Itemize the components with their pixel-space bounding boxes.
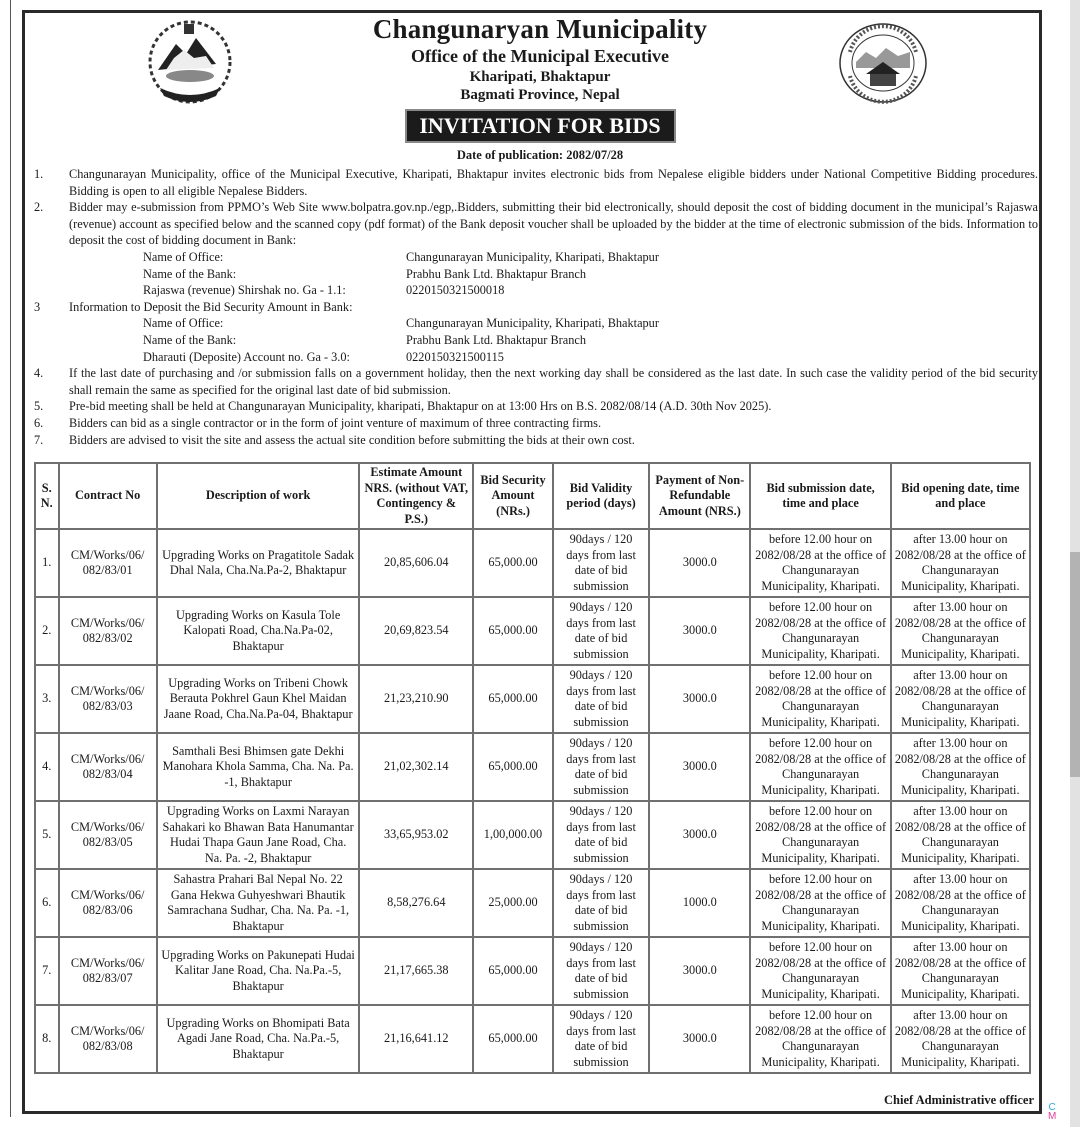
clause-number: 7. (34, 432, 44, 447)
submission-cell: before 12.00 hour on 2082/08/28 at the office of Changunarayan Municipality, Kharipati. (750, 801, 890, 869)
description-cell: Upgrading Works on Kasula Tole Kalopati Road, Cha.Na.Pa-02, Bhaktapur (157, 597, 360, 665)
clause-text: Changunarayan Municipality, office of the Municipal Executive, Kharipati, Bhaktapur invites electronic bids from Nepalese eligible bidders under National Competitive Bidding procedures. Bidding is open to all eligible Nepalese Bidders. (69, 167, 1038, 198)
estimate-amount-cell: 20,85,606.04 (359, 529, 473, 597)
info-value: 0220150321500115 (406, 349, 504, 364)
opening-cell: after 13.00 hour on 2082/08/28 at the office of Changunarayan Municipality, Kharipati. (891, 869, 1030, 937)
column-header: Bid Validity period (days) (553, 463, 649, 529)
info-label: Name of the Bank: (143, 332, 237, 347)
column-header: Description of work (157, 463, 360, 529)
table-row (35, 597, 1030, 665)
serial-number-cell: 8. (35, 1005, 59, 1073)
table-row (35, 1005, 1030, 1073)
bid-security-cell: 1,00,000.00 (473, 801, 553, 869)
serial-number-cell: 5. (35, 801, 59, 869)
table-row (35, 869, 1030, 937)
opening-cell: after 13.00 hour on 2082/08/28 at the office of Changunarayan Municipality, Kharipati. (891, 665, 1030, 733)
submission-cell: before 12.00 hour on 2082/08/28 at the office of Changunarayan Municipality, Kharipati. (750, 1005, 890, 1073)
bank-security-row (34, 332, 1038, 349)
contract-number-cell: CM/Works/06/ 082/83/08 (59, 1005, 157, 1073)
submission-cell: before 12.00 hour on 2082/08/28 at the office of Changunarayan Municipality, Kharipati. (750, 937, 890, 1005)
contract-number-cell: CM/Works/06/ 082/83/06 (59, 869, 157, 937)
bids-table (34, 462, 1031, 1074)
bank-cost-row (34, 282, 1038, 299)
contract-number-cell: CM/Works/06/ 082/83/07 (59, 937, 157, 1005)
column-header: S. N. (35, 463, 59, 529)
opening-cell: after 13.00 hour on 2082/08/28 at the office of Changunarayan Municipality, Kharipati. (891, 1005, 1030, 1073)
payment-cell: 3000.0 (649, 665, 750, 733)
serial-number-cell: 4. (35, 733, 59, 801)
column-header: Estimate Amount NRS. (without VAT, Contingency & P.S.) (359, 463, 473, 529)
validity-period-cell: 90days / 120 days from last date of bid submission (553, 801, 649, 869)
clause-7 (34, 432, 1038, 449)
clause-number: 2. (34, 200, 44, 215)
payment-cell: 3000.0 (649, 529, 750, 597)
bid-security-cell: 65,000.00 (473, 665, 553, 733)
bid-security-cell: 65,000.00 (473, 1005, 553, 1073)
payment-cell: 3000.0 (649, 801, 750, 869)
scrollbar-thumb[interactable] (1070, 552, 1080, 777)
contract-number-cell: CM/Works/06/ 082/83/01 (59, 529, 157, 597)
clause-number: 1. (34, 167, 44, 181)
estimate-amount-cell: 21,16,641.12 (359, 1005, 473, 1073)
publication-date: Date of publication: 2082/07/28 (456, 148, 624, 162)
info-label: Name of Office: (143, 316, 224, 331)
clause-text: Information to Deposit the Bid Security Amount in Bank: (69, 299, 353, 314)
validity-period-cell: 90days / 120 days from last date of bid submission (553, 597, 649, 665)
table-row (35, 665, 1030, 733)
column-header: Bid submission date, time and place (750, 463, 890, 529)
submission-cell: before 12.00 hour on 2082/08/28 at the office of Changunarayan Municipality, Kharipati. (750, 869, 890, 937)
page-edge-rule (10, 0, 11, 1117)
estimate-amount-cell: 8,58,276.64 (359, 869, 473, 937)
table-row (35, 529, 1030, 597)
print-registration-mark (1048, 1103, 1056, 1121)
serial-number-cell: 3. (35, 665, 59, 733)
clause-number: 6. (34, 415, 44, 430)
description-cell: Sahastra Prahari Bal Nepal No. 22 Gana Hekwa Guhyeshwari Bhautik Samrachana Sudhar, Cha. Na. Pa. -1, Bhaktapur (157, 869, 360, 937)
description-cell: Samthali Besi Bhimsen gate Dekhi Manohara Khola Samma, Cha. Na. Pa. -1, Bhaktapur (157, 733, 360, 801)
clause-5 (34, 398, 1038, 415)
clause-4 (34, 365, 1038, 398)
clause-3 (34, 299, 1038, 316)
clause-text: Bidder may e-submission from PPMO’s Web Site www.bolpatra.gov.np./egp,.Bidders, submitting their bid electronically, should deposit the cost of bidding document in the municipal’s Rajaswa (revenue) account as specified below and the scanned copy (pdf format) of the Bank deposit voucher shall be uploaded by the bidder at the time of electronic submission of the bids. Information to deposit the cost of bidding document in Bank: (69, 200, 1038, 248)
payment-cell: 3000.0 (649, 1005, 750, 1073)
submission-cell: before 12.00 hour on 2082/08/28 at the office of Changunarayan Municipality, Kharipati. (750, 597, 890, 665)
bank-cost-row (34, 266, 1038, 283)
opening-cell: after 13.00 hour on 2082/08/28 at the office of Changunarayan Municipality, Kharipati. (891, 733, 1030, 801)
info-label: Name of Office: (143, 249, 224, 264)
description-cell: Upgrading Works on Pakunepati Hudai Kalitar Jane Road, Cha. Na.Pa.-5, Bhaktapur (157, 937, 360, 1005)
serial-number-cell: 1. (35, 529, 59, 597)
column-header: Contract No (59, 463, 157, 529)
validity-period-cell: 90days / 120 days from last date of bid submission (553, 937, 649, 1005)
submission-cell: before 12.00 hour on 2082/08/28 at the office of Changunarayan Municipality, Kharipati. (750, 733, 890, 801)
opening-cell: after 13.00 hour on 2082/08/28 at the office of Changunarayan Municipality, Kharipati. (891, 937, 1030, 1005)
contract-number-cell: CM/Works/06/ 082/83/02 (59, 597, 157, 665)
table-row (35, 733, 1030, 801)
opening-cell: after 13.00 hour on 2082/08/28 at the office of Changunarayan Municipality, Kharipati. (891, 801, 1030, 869)
estimate-amount-cell: 21,17,665.38 (359, 937, 473, 1005)
description-cell: Upgrading Works on Bhomipati Bata Agadi Jane Road, Cha. Na.Pa.-5, Bhaktapur (157, 1005, 360, 1073)
column-header: Payment of Non-Refundable Amount (NRS.) (649, 463, 750, 529)
magenta-mark: M (1048, 1111, 1057, 1122)
info-value: Prabhu Bank Ltd. Bhaktapur Branch (406, 266, 586, 281)
validity-period-cell: 90days / 120 days from last date of bid submission (553, 665, 649, 733)
contract-number-cell: CM/Works/06/ 082/83/04 (59, 733, 157, 801)
clause-number: 3 (34, 299, 41, 314)
submission-cell: before 12.00 hour on 2082/08/28 at the office of Changunarayan Municipality, Kharipati. (750, 665, 890, 733)
info-label: Dharauti (Deposite) Account no. Ga - 3.0: (143, 349, 350, 364)
bid-security-cell: 65,000.00 (473, 597, 553, 665)
clause-text: Bidders are advised to visit the site and assess the actual site condition before submitting the bids at their own cost. (69, 432, 635, 447)
clause-1 (34, 166, 1038, 199)
serial-number-cell: 2. (35, 597, 59, 665)
info-label: Rajaswa (revenue) Shirshak no. Ga - 1.1: (143, 283, 346, 298)
clause-number: 5. (34, 399, 44, 414)
opening-cell: after 13.00 hour on 2082/08/28 at the office of Changunarayan Municipality, Kharipati. (891, 529, 1030, 597)
clause-text: If the last date of purchasing and /or submission falls on a government holiday, then the next working day shall be considered as the last date. In such case the validity period of the bid security shall remain the same as specified for the original last date of bid submission. (69, 366, 1038, 397)
bank-security-row (34, 315, 1038, 332)
payment-cell: 3000.0 (649, 937, 750, 1005)
address-line-2: Bagmati Province, Nepal (460, 87, 620, 103)
clause-text: Pre-bid meeting shall be held at Changunarayan Municipality, kharipati, Bhaktapur on at 13:00 Hrs on B.S. 2082/08/14 (A.D. 30th Nov 2025). (69, 399, 772, 414)
column-header: Bid Security Amount (NRs.) (473, 463, 553, 529)
clause-2 (34, 199, 1038, 249)
table-row (35, 937, 1030, 1005)
bid-security-cell: 65,000.00 (473, 937, 553, 1005)
info-value: Changunarayan Municipality, Kharipati, Bhaktapur (406, 249, 659, 264)
validity-period-cell: 90days / 120 days from last date of bid submission (553, 869, 649, 937)
validity-period-cell: 90days / 120 days from last date of bid submission (553, 1005, 649, 1073)
signature-title: Chief Administrative officer (884, 1093, 1034, 1107)
municipality-title: Changunaryan Municipality (372, 14, 708, 44)
clause-number: 4. (34, 366, 44, 381)
clause-text: Bidders can bid as a single contractor or in the form of joint venture of maximum of three contracting firms. (69, 415, 602, 430)
info-label: Name of the Bank: (143, 266, 237, 281)
estimate-amount-cell: 33,65,953.02 (359, 801, 473, 869)
opening-cell: after 13.00 hour on 2082/08/28 at the office of Changunarayan Municipality, Kharipati. (891, 597, 1030, 665)
serial-number-cell: 7. (35, 937, 59, 1005)
estimate-amount-cell: 21,23,210.90 (359, 665, 473, 733)
notice-clauses (34, 166, 1038, 448)
description-cell: Upgrading Works on Tribeni Chowk Berauta Pokhrel Gaun Khel Maidan Jaane Road, Cha.Na.Pa-04, Bhaktapur (157, 665, 360, 733)
address-line-1: Kharipati, Bhaktapur (469, 69, 611, 85)
estimate-amount-cell: 21,02,302.14 (359, 733, 473, 801)
bid-security-cell: 65,000.00 (473, 733, 553, 801)
clause-6 (34, 415, 1038, 432)
table-row (35, 801, 1030, 869)
info-value: Changunarayan Municipality, Kharipati, Bhaktapur (406, 316, 659, 331)
description-cell: Upgrading Works on Laxmi Narayan Sahakari ko Bhawan Bata Hanumantar Hudai Thapa Gaun Jane Road, Cha. Na. Pa. -2, Bhaktapur (157, 801, 360, 869)
validity-period-cell: 90days / 120 days from last date of bid submission (553, 733, 649, 801)
info-value: 0220150321500018 (406, 283, 505, 298)
serial-number-cell: 6. (35, 869, 59, 937)
bid-security-cell: 25,000.00 (473, 869, 553, 937)
payment-cell: 3000.0 (649, 597, 750, 665)
notice-header (0, 14, 1080, 163)
contract-number-cell: CM/Works/06/ 082/83/03 (59, 665, 157, 733)
info-value: Prabhu Bank Ltd. Bhaktapur Branch (406, 332, 586, 347)
table-header-row (35, 463, 1030, 529)
estimate-amount-cell: 20,69,823.54 (359, 597, 473, 665)
contract-number-cell: CM/Works/06/ 082/83/05 (59, 801, 157, 869)
invitation-banner: INVITATION FOR BIDS (405, 109, 676, 143)
bid-security-cell: 65,000.00 (473, 529, 553, 597)
cyan-mark: C (1048, 1102, 1056, 1113)
bank-security-row (34, 349, 1038, 366)
payment-cell: 1000.0 (649, 869, 750, 937)
description-cell: Upgrading Works on Pragatitole Sadak Dhal Nala, Cha.Na.Pa-2, Bhaktapur (157, 529, 360, 597)
payment-cell: 3000.0 (649, 733, 750, 801)
column-header: Bid opening date, time and place (891, 463, 1030, 529)
validity-period-cell: 90days / 120 days from last date of bid submission (553, 529, 649, 597)
office-subtitle: Office of the Municipal Executive (411, 46, 669, 66)
submission-cell: before 12.00 hour on 2082/08/28 at the office of Changunarayan Municipality, Kharipati. (750, 529, 890, 597)
bank-cost-row (34, 249, 1038, 266)
